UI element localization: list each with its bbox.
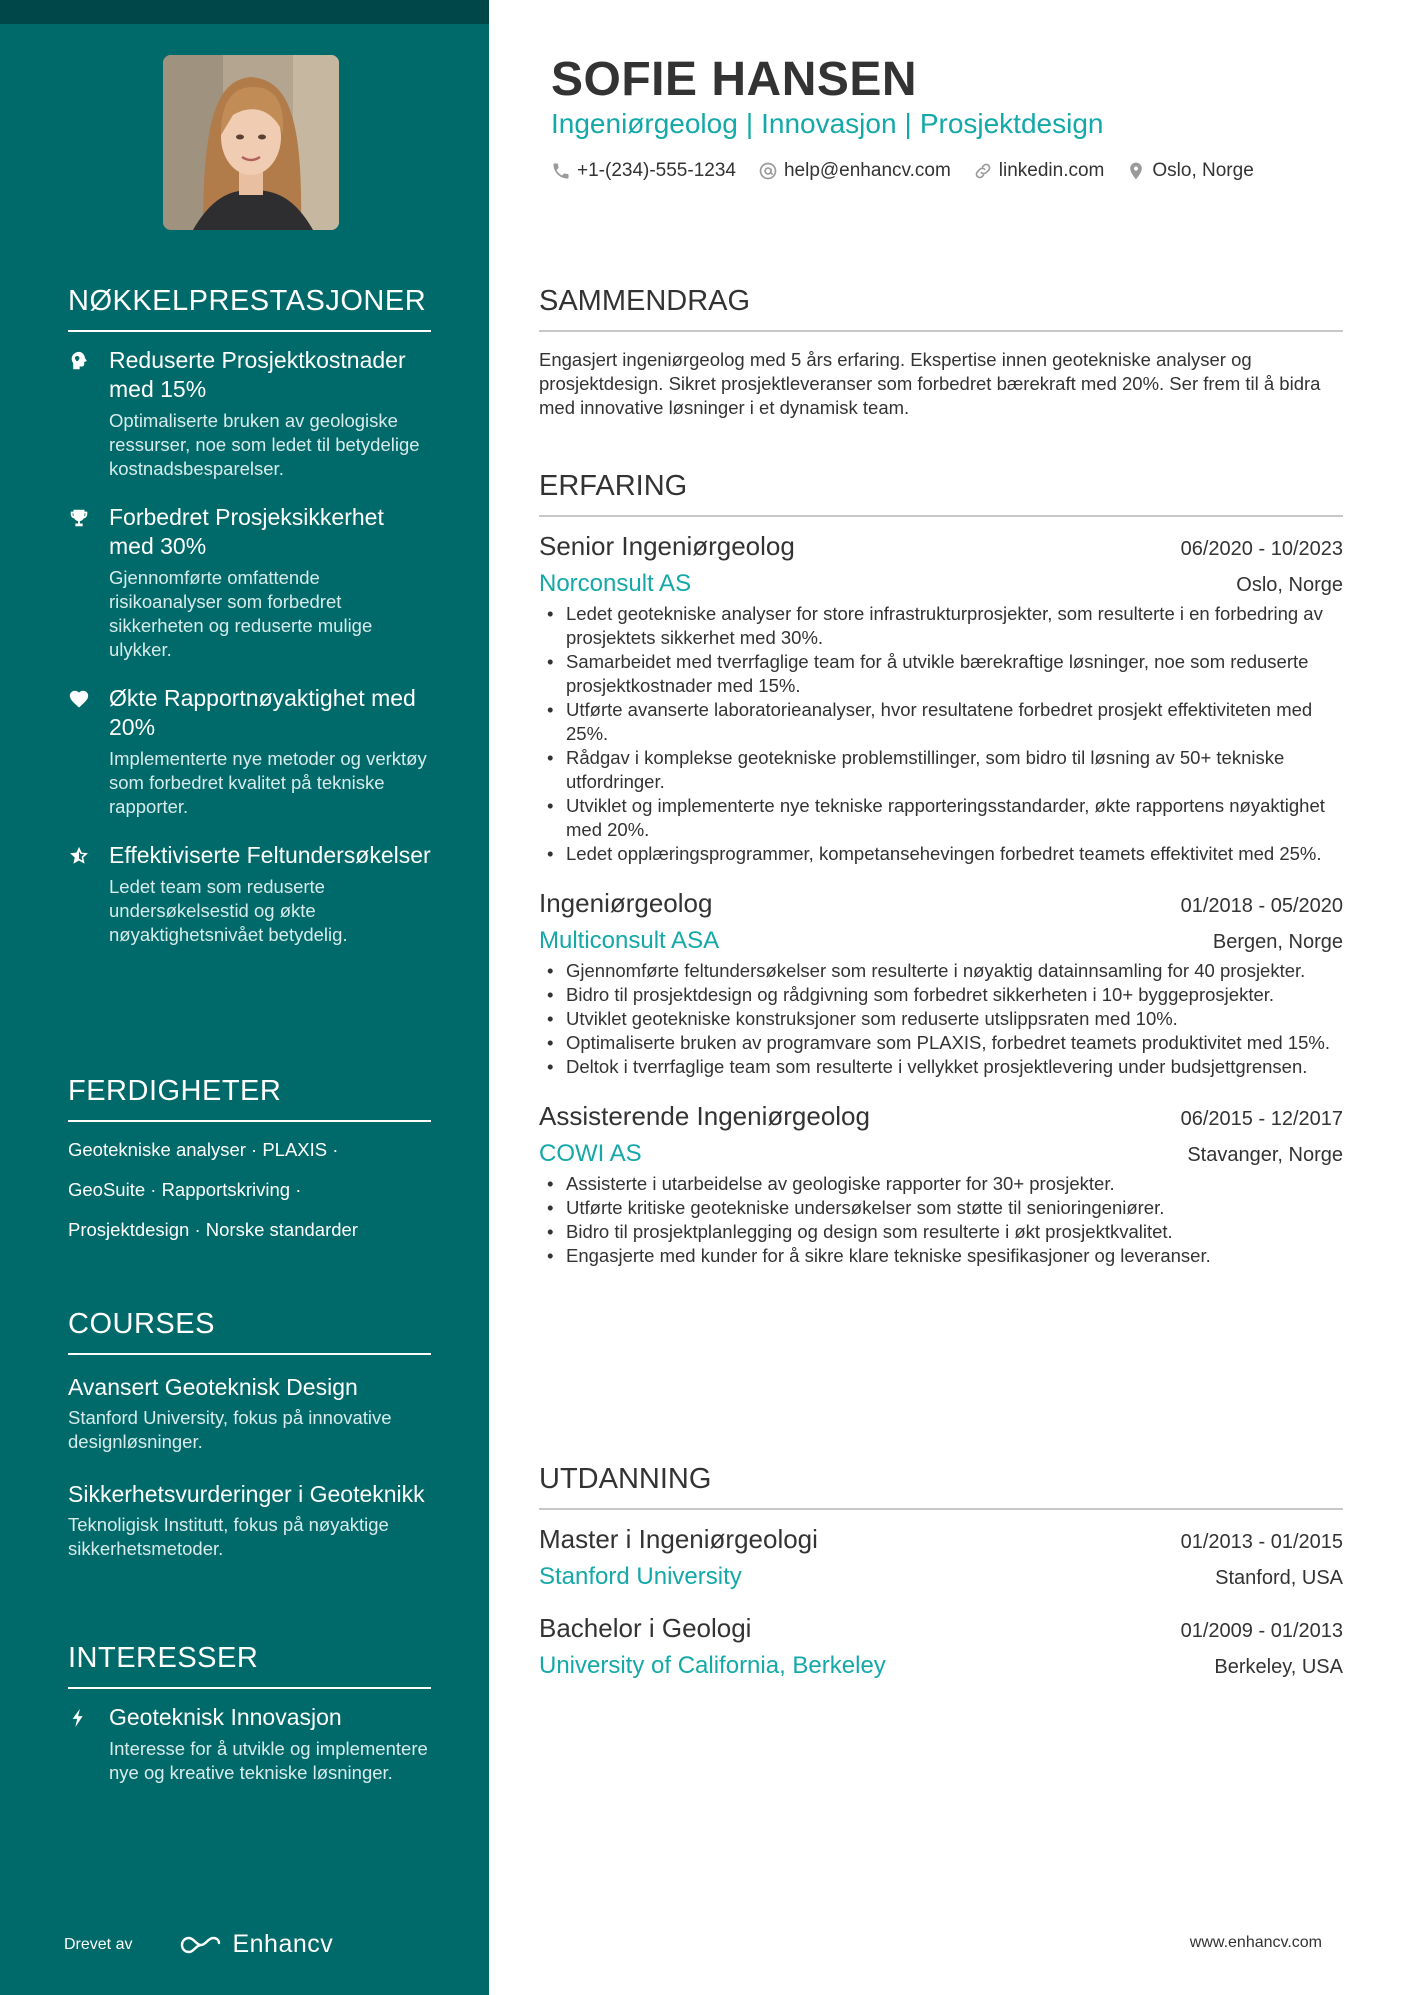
profile-photo [163,55,339,230]
edu-location: Berkeley, USA [1214,1656,1343,1678]
interest-desc: Interesse for å utvikle og implementere nye og kreative tekniske løsninger. [109,1738,428,1783]
edu-location: Stanford, USA [1215,1567,1343,1589]
skills-section [68,1075,431,1250]
job-date: 06/2015 - 12/2017 [1180,1108,1343,1130]
job-title: Ingeniørgeolog [539,888,713,918]
job-date: 06/2020 - 10/2023 [1180,538,1343,560]
list-item: • Assisterte i utarbeidelse av geologiske rapporter for 30+ prosjekter. [539,1172,1343,1196]
contact-row [551,160,1276,182]
job-entry [539,531,1343,866]
achievements-heading: NØKKELPRESTASJONER [68,285,431,332]
sidebar [0,0,489,1995]
linkedin-text: linkedin.com [998,160,1105,181]
course-title: Avansert Geoteknisk Design [68,1374,358,1400]
achievement-desc: Implementerte nye metoder og verktøy som forbedret kvalitet på tekniske rapporter. [109,748,427,817]
summary-section [539,285,1343,420]
email-text: help@enhancv.com [783,160,951,181]
course-item [68,1373,431,1454]
candidate-name: SOFIE HANSEN [551,53,918,106]
edu-header-row [539,1613,1343,1644]
job-header-row [539,888,1343,919]
job-location: Bergen, Norge [1212,931,1343,953]
job-header-row [539,531,1343,562]
star-half-icon [68,845,90,867]
trophy-icon [68,507,90,529]
achievement-item [68,841,431,947]
edu-school-row [539,1563,1343,1591]
school-name: University of California, Berkeley [539,1652,886,1679]
job-company-row [539,927,1343,955]
location-text: Oslo, Norge [1152,160,1254,181]
job-entry [539,1101,1343,1268]
achievement-desc: Gjennomførte omfattende risikoanalyser som forbedret sikkerheten og reduserte mulige ulykker. [109,567,373,660]
list-item: • Utførte kritiske geotekniske undersøkelser som støtte til senioringeniører. [539,1196,1343,1220]
achievement-item [68,503,431,662]
course-desc: Teknoligisk Institutt, fokus på nøyaktige sikkerhetsmetoder. [68,1514,389,1559]
portrait-illustration [163,55,339,230]
job-date: 01/2018 - 05/2020 [1180,895,1343,917]
list-item: • Ledet geotekniske analyser for store infrastrukturprosjekter, som resulterte i en forbedring av prosjektets sikkerhet med 30%. [539,602,1343,650]
interests-section [68,1642,431,1785]
job-title: Senior Ingeniørgeolog [539,531,795,561]
list-item: • Ledet opplæringsprogrammer, kompetansehevingen forbedret teamets effektivitet med 25%. [539,842,1343,866]
list-item: • Utviklet geotekniske konstruksjoner som reduserte utslippsraten med 10%. [539,1007,1343,1031]
skills-line: Prosjektdesign · Norske standarder [68,1219,358,1240]
school-name: Stanford University [539,1563,742,1590]
list-item: • Rådgav i komplekse geotekniske problemstillinger, som bidro til løsning av 50+ tekniske utfordringer. [539,746,1343,794]
sidebar-top-bar [0,0,489,24]
heart-icon [68,688,90,710]
experience-heading: ERFARING [539,470,1343,517]
achievement-title: Forbedret Prosjeksikkerhet med 30% [109,504,384,559]
course-title: Sikkerhetsvurderinger i Geoteknikk [68,1481,425,1507]
achievement-item [68,684,431,819]
contact-linkedin[interactable] [973,160,1105,182]
job-company-row [539,1140,1343,1168]
skills-line: Geotekniske analyser · PLAXIS · [68,1139,339,1160]
job-bullets [539,602,1343,866]
experience-section [539,470,1343,1268]
interest-item [68,1703,431,1785]
edu-school-row [539,1652,1343,1680]
job-title: Assisterende Ingeniørgeolog [539,1101,870,1131]
lightning-icon [68,1707,90,1729]
list-item: • Bidro til prosjektplanlegging og design som resulterte i økt prosjektkvalitet. [539,1220,1343,1244]
tagline-item: Prosjektdesign [919,108,1104,139]
achievement-title: Økte Rapportnøyaktighet med 20% [109,685,416,740]
education-entry [539,1613,1343,1680]
job-bullets [539,1172,1343,1268]
contact-location [1126,160,1253,182]
summary-text: Engasjert ingeniørgeolog med 5 års erfaring. Ekspertise innen geotekniske analyser og prosjektdesign. Sikret prosjektleveranser som forbedret bærekraft med 20%. Ser frem til å bidra med innovative løsninger i et dynamisk team. [539,349,1321,418]
list-item: • Utviklet og implementerte nye tekniske rapporteringsstandarder, økte rapportens nøyaktighet med 20%. [539,794,1343,842]
achievement-desc: Ledet team som reduserte undersøkelsestid og økte nøyaktighetsnivået betydelig. [109,876,348,945]
list-item: • Engasjerte med kunder for å sikre klare tekniske spesifikasjoner og leveranser. [539,1244,1343,1268]
job-bullets [539,959,1343,1079]
location-pin-icon [1126,161,1146,181]
course-desc: Stanford University, fokus på innovative designløsninger. [68,1407,392,1452]
list-item: • Optimaliserte bruken av programvare som PLAXIS, forbedret teamets produktivitet med 15%. [539,1031,1343,1055]
company-name: COWI AS [539,1140,642,1167]
list-item: • Bidro til prosjektdesign og rådgivning som forbedret sikkerheten i 10+ byggeprosjekter. [539,983,1343,1007]
brand-name: Enhancv [232,1930,334,1958]
tagline [551,108,1103,140]
achievement-item [68,346,431,481]
courses-section [68,1308,431,1561]
job-entry [539,888,1343,1079]
contact-phone[interactable] [551,160,736,182]
tagline-separator: | [904,108,912,139]
degree-title: Bachelor i Geologi [539,1613,752,1643]
courses-heading: COURSES [68,1308,431,1355]
tagline-item: Innovasjon [761,108,897,139]
list-item: • Utførte avanserte laboratorieanalyser, hvor resultatene forbedret prosjekt effektiviteten med 25%. [539,698,1343,746]
at-icon [758,161,778,181]
contact-email[interactable] [758,160,951,182]
education-section [539,1463,1343,1680]
achievements-section [68,285,431,947]
powered-by-footer [64,1930,333,1959]
education-entry [539,1524,1343,1591]
link-icon [973,161,993,181]
achievement-desc: Optimaliserte bruken av geologiske ressurser, noe som ledet til betydelige kostnadsbesparelser. [109,410,420,479]
phone-icon [551,161,571,181]
job-location: Oslo, Norge [1236,574,1343,596]
website-footer-link[interactable]: www.enhancv.com [1189,1934,1322,1951]
education-heading: UTDANNING [539,1463,1343,1510]
brain-head-icon [68,350,90,372]
powered-by-label: Drevet av [64,1935,133,1953]
list-item: • Deltok i tverrfaglige team som resulterte i vellykket prosjektlevering under budsjettgrensen. [539,1055,1343,1079]
interests-heading: INTERESSER [68,1642,431,1689]
list-item: • Samarbeidet med tverrfaglige team for å utvikle bærekraftige løsninger, noe som reduserte prosjektkostnader med 15%. [539,650,1343,698]
job-header-row [539,1101,1343,1132]
edu-date: 01/2009 - 01/2013 [1180,1620,1343,1642]
interest-title: Geoteknisk Innovasjon [109,1704,342,1730]
tagline-item: Ingeniørgeolog [551,108,738,139]
summary-heading: SAMMENDRAG [539,285,1343,332]
phone-text: +1-(234)-555-1234 [577,160,736,181]
main-content [539,0,1343,1995]
achievement-title: Effektiviserte Feltundersøkelser [109,842,431,868]
job-company-row [539,570,1343,598]
skills-line: GeoSuite · Rapportskriving · [68,1179,302,1200]
enhancv-logo-icon [178,1933,224,1957]
degree-title: Master i Ingeniørgeologi [539,1524,818,1554]
skills-heading: FERDIGHETER [68,1075,431,1122]
tagline-separator: | [745,108,754,139]
edu-header-row [539,1524,1343,1555]
job-location: Stavanger, Norge [1187,1144,1343,1166]
list-item: • Gjennomførte feltundersøkelser som resulterte i nøyaktig datainnsamling for 40 prosjekter. [539,959,1343,983]
edu-date: 01/2013 - 01/2015 [1180,1531,1343,1553]
skills-list [68,1130,431,1250]
company-name: Norconsult AS [539,570,692,597]
company-name: Multiconsult ASA [539,927,720,954]
course-item [68,1480,431,1561]
enhancv-logo[interactable] [178,1930,333,1959]
achievement-title: Reduserte Prosjektkostnader med 15% [109,347,406,402]
